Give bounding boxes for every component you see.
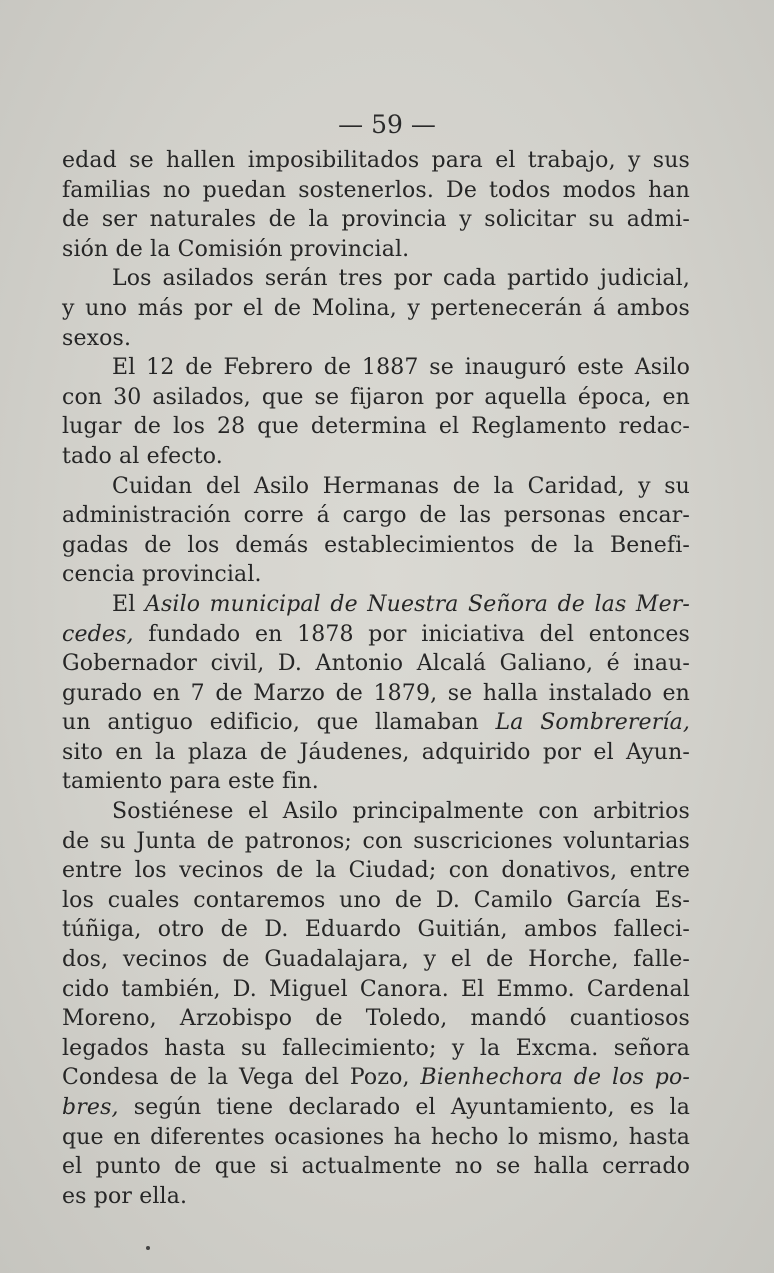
text-line bbox=[62, 1123, 690, 1153]
text-line bbox=[62, 1063, 690, 1093]
text-line bbox=[62, 738, 690, 768]
text-line bbox=[62, 1093, 690, 1123]
text-run: Gobernador civil, D. Antonio Alcalá Galiano, é inau- bbox=[62, 651, 690, 677]
text-line bbox=[62, 235, 690, 265]
text-line bbox=[62, 1152, 690, 1182]
text-line bbox=[62, 412, 690, 442]
text-line bbox=[62, 945, 690, 975]
text-run: El 12 de Febrero de 1887 se inauguró este Asilo bbox=[112, 355, 690, 381]
text-run: cencia provincial. bbox=[62, 562, 262, 588]
text-line bbox=[62, 146, 690, 176]
text-line bbox=[62, 767, 690, 797]
text-run: Cuidan del Asilo Hermanas de la Caridad, y su bbox=[112, 473, 690, 499]
text-run: lugar de los 28 que determina el Reglamento redac- bbox=[62, 414, 690, 440]
text-line bbox=[62, 501, 690, 531]
text-run: administración corre á cargo de las personas encar- bbox=[62, 503, 690, 529]
text-line bbox=[62, 886, 690, 916]
text-run: que en diferentes ocasiones ha hecho lo mismo, hasta bbox=[62, 1124, 690, 1150]
text-run: Moreno, Arzobispo de Toledo, mandó cuantiosos bbox=[62, 1006, 690, 1032]
text-run: sexos. bbox=[62, 325, 132, 351]
text-line bbox=[62, 472, 690, 502]
text-run: legados hasta su fallecimiento; y la Excma. señora bbox=[62, 1035, 690, 1061]
text-run: un antiguo edificio, que llamaban bbox=[62, 710, 496, 736]
text-run: sión de la Comisión provincial. bbox=[62, 236, 410, 262]
text-run: cido también, D. Miguel Canora. El Emmo. Cardenal bbox=[62, 976, 690, 1002]
text-line bbox=[62, 1182, 690, 1212]
text-line bbox=[62, 264, 690, 294]
italic-text: bres, bbox=[62, 1095, 119, 1120]
text-run: tado al efecto. bbox=[62, 443, 223, 469]
text-line bbox=[62, 353, 690, 383]
text-line bbox=[62, 531, 690, 561]
text-line bbox=[62, 294, 690, 324]
text-line bbox=[62, 560, 690, 590]
text-run: edad se hallen imposibilitados para el trabajo, y sus bbox=[62, 148, 690, 173]
text-line bbox=[62, 649, 690, 679]
text-line bbox=[62, 679, 690, 709]
text-run: entre los vecinos de la Ciudad; con donativos, entre bbox=[62, 858, 690, 884]
text-run: familias no puedan sostenerlos. De todos modos han bbox=[62, 177, 690, 203]
page-number: — 59 — bbox=[338, 110, 436, 139]
text-run: gadas de los demás establecimientos de la Benefi- bbox=[62, 532, 690, 558]
text-run: Sostiénese el Asilo principalmente con arbitrios bbox=[112, 799, 690, 825]
text-run: tamiento para este fin. bbox=[62, 769, 319, 795]
text-run: con 30 asilados, que se fijaron por aquella época, en bbox=[62, 384, 690, 410]
print-speck bbox=[146, 1246, 150, 1250]
text-run: sito en la plaza de Jáudenes, adquirido por el Ayun- bbox=[62, 739, 690, 765]
text-line bbox=[62, 975, 690, 1005]
text-run: y uno más por el de Molina, y pertenecerán á ambos bbox=[62, 295, 690, 321]
text-line bbox=[62, 1004, 690, 1034]
text-line bbox=[62, 442, 690, 472]
text-line bbox=[62, 856, 690, 886]
italic-text: cedes, bbox=[62, 621, 134, 647]
text-line bbox=[62, 176, 690, 206]
text-run: es por ella. bbox=[62, 1183, 188, 1209]
text-run: Condesa de la Vega del Pozo, bbox=[62, 1065, 421, 1091]
text-line bbox=[62, 324, 690, 354]
body-text bbox=[62, 146, 690, 1211]
text-line bbox=[62, 827, 690, 857]
text-run: Los asilados serán tres por cada partido judicial, bbox=[112, 266, 690, 292]
text-run: según tiene declarado el Ayuntamiento, es la bbox=[118, 1095, 690, 1120]
italic-text: La Sombrerería, bbox=[495, 710, 690, 736]
text-run: los cuales contaremos uno de D. Camilo García Es- bbox=[62, 887, 690, 913]
text-line bbox=[62, 620, 690, 650]
text-line bbox=[62, 797, 690, 827]
text-line bbox=[62, 708, 690, 738]
text-run: túñiga, otro de D. Eduardo Guitián, ambos falleci- bbox=[62, 917, 690, 943]
text-line bbox=[62, 590, 690, 620]
text-line bbox=[62, 383, 690, 413]
italic-text: Asilo municipal de Nuestra Señora de las Mer- bbox=[144, 591, 690, 617]
text-run: fundado en 1878 por iniciativa del entonces bbox=[133, 621, 690, 647]
text-run: dos, vecinos de Guadalajara, y el de Horche, falle- bbox=[62, 947, 690, 973]
text-line bbox=[62, 205, 690, 235]
text-run: de su Junta de patronos; con suscriciones voluntarias bbox=[62, 828, 690, 854]
italic-text: Bienhechora de los po- bbox=[420, 1065, 691, 1091]
text-run: El bbox=[112, 591, 145, 617]
text-run: el punto de que si actualmente no se halla cerrado bbox=[62, 1154, 690, 1180]
text-run: de ser naturales de la provincia y solicitar su admi- bbox=[62, 207, 690, 233]
text-line bbox=[62, 915, 690, 945]
text-run: gurado en 7 de Marzo de 1879, se halla instalado en bbox=[62, 680, 690, 706]
text-line bbox=[62, 1034, 690, 1064]
